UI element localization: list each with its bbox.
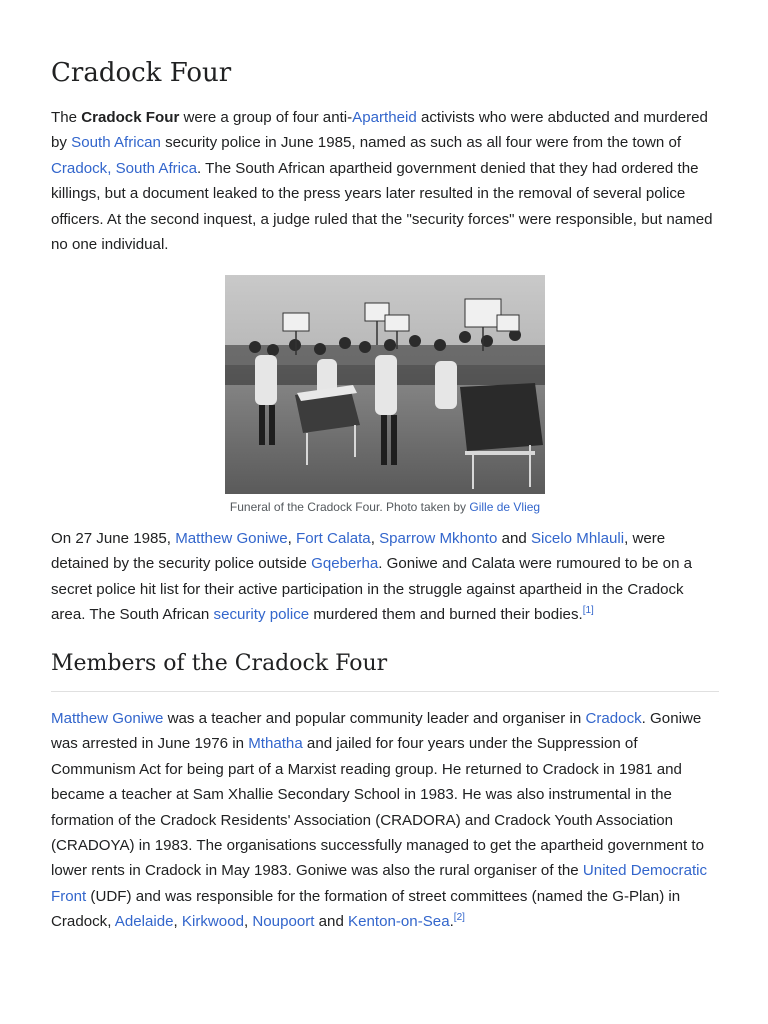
link-matthew-goniwe[interactable]: Matthew Goniwe: [175, 530, 288, 547]
paragraph-text: murdered them and burned their bodies.: [309, 606, 583, 624]
link-fort-calata[interactable]: Fort Calata: [296, 530, 371, 547]
link-united-democratic-front[interactable]: United Democratic Front: [51, 862, 708, 905]
page-title: Cradock Four: [51, 58, 232, 88]
intro-text: . The South African apartheid government denied that they had ordered the killings, but a document leaked to the press years later resulted in the removal of several police officers. At the second inquest, a judge ruled that the "security forces" were responsible, but named no one individual.: [51, 159, 713, 254]
link-sicelo-mhlauli[interactable]: Sicelo Mhlauli: [530, 530, 625, 547]
funeral-photo[interactable]: [225, 275, 545, 494]
goniwe-paragraph: [51, 706, 719, 935]
intro-text: security police in June 1985, named as such as all four were from the town of: [160, 134, 682, 152]
paragraph-text: . Goniwe and Calata were rumoured to be on a secret police hit list for their active participation in the struggle against apartheid in the Cradock area. The South African: [51, 555, 693, 624]
paragraph-text: ,: [370, 530, 380, 547]
caption-text: Funeral of the Cradock Four. Photo taken by: [229, 500, 470, 514]
detention-paragraph: [51, 526, 719, 628]
reference-2[interactable]: [2]: [453, 912, 465, 924]
link-mthatha[interactable]: Mthatha: [248, 735, 303, 753]
intro-bold-title: Cradock Four: [81, 109, 180, 126]
paragraph-text: ,: [243, 913, 253, 931]
link-cradock-south-africa[interactable]: Cradock, South Africa: [51, 159, 197, 177]
paragraph-text: was a teacher and popular community leader and organiser in: [163, 710, 586, 727]
link-kenton-on-sea[interactable]: Kenton-on-Sea: [348, 913, 450, 931]
intro-text: were a group of four anti-: [179, 109, 353, 126]
link-noupoort[interactable]: Noupoort: [252, 913, 315, 931]
paragraph-text: ,: [287, 530, 297, 547]
intro-paragraph: [51, 105, 719, 257]
link-matthew-goniwe[interactable]: Matthew Goniwe: [51, 710, 164, 727]
paragraph-text: (UDF) and was responsible for the formation of street committees (named the G-Plan) in Cradock,: [51, 887, 681, 931]
heading-divider: [51, 691, 719, 692]
paragraph-text: and jailed for four years under the Suppression of Communism Act for being part of a Marxist reading group. He returned to Cradock in 1981 and became a teacher at Sam Xhallie Secondary School in 1983. He was also instrumental in the formation of the Cradock Residents' Association (CRADORA) and Cradock Youth Association (CRADOYA) in 1983. The organisations successfully managed to get the apartheid government to lower rents in Cradock in May 1983. Goniwe was also the rural organiser of the: [51, 735, 705, 880]
link-gqeberha[interactable]: Gqeberha: [311, 555, 379, 573]
paragraph-text: On 27 June 1985,: [51, 530, 176, 547]
reference-1[interactable]: [1]: [582, 605, 594, 617]
paragraph-text: . Goniwe was arrested in June 1976 in: [51, 710, 702, 753]
section-heading-members: Members of the Cradock Four: [51, 651, 388, 676]
paragraph-text: and: [497, 530, 531, 547]
link-cradock[interactable]: Cradock: [585, 710, 642, 727]
link-south-african[interactable]: South African: [71, 134, 161, 152]
paragraph-text: .: [449, 913, 454, 931]
paragraph-text: , were detained by the security police outside: [51, 530, 666, 573]
intro-text: The: [51, 109, 82, 126]
link-sparrow-mkhonto[interactable]: Sparrow Mkhonto: [379, 530, 498, 547]
funeral-figure: [225, 275, 545, 515]
intro-text: activists who were abducted and murdered by: [51, 109, 708, 152]
link-gille-de-vlieg[interactable]: Gille de Vlieg: [469, 500, 541, 514]
paragraph-text: ,: [173, 913, 182, 931]
paragraph-text: and: [314, 913, 349, 931]
figure-caption: [225, 499, 545, 515]
link-adelaide[interactable]: Adelaide: [114, 913, 174, 931]
link-apartheid[interactable]: Apartheid: [352, 109, 417, 126]
link-security-police[interactable]: security police: [213, 606, 310, 624]
link-kirkwood[interactable]: Kirkwood: [181, 913, 244, 931]
